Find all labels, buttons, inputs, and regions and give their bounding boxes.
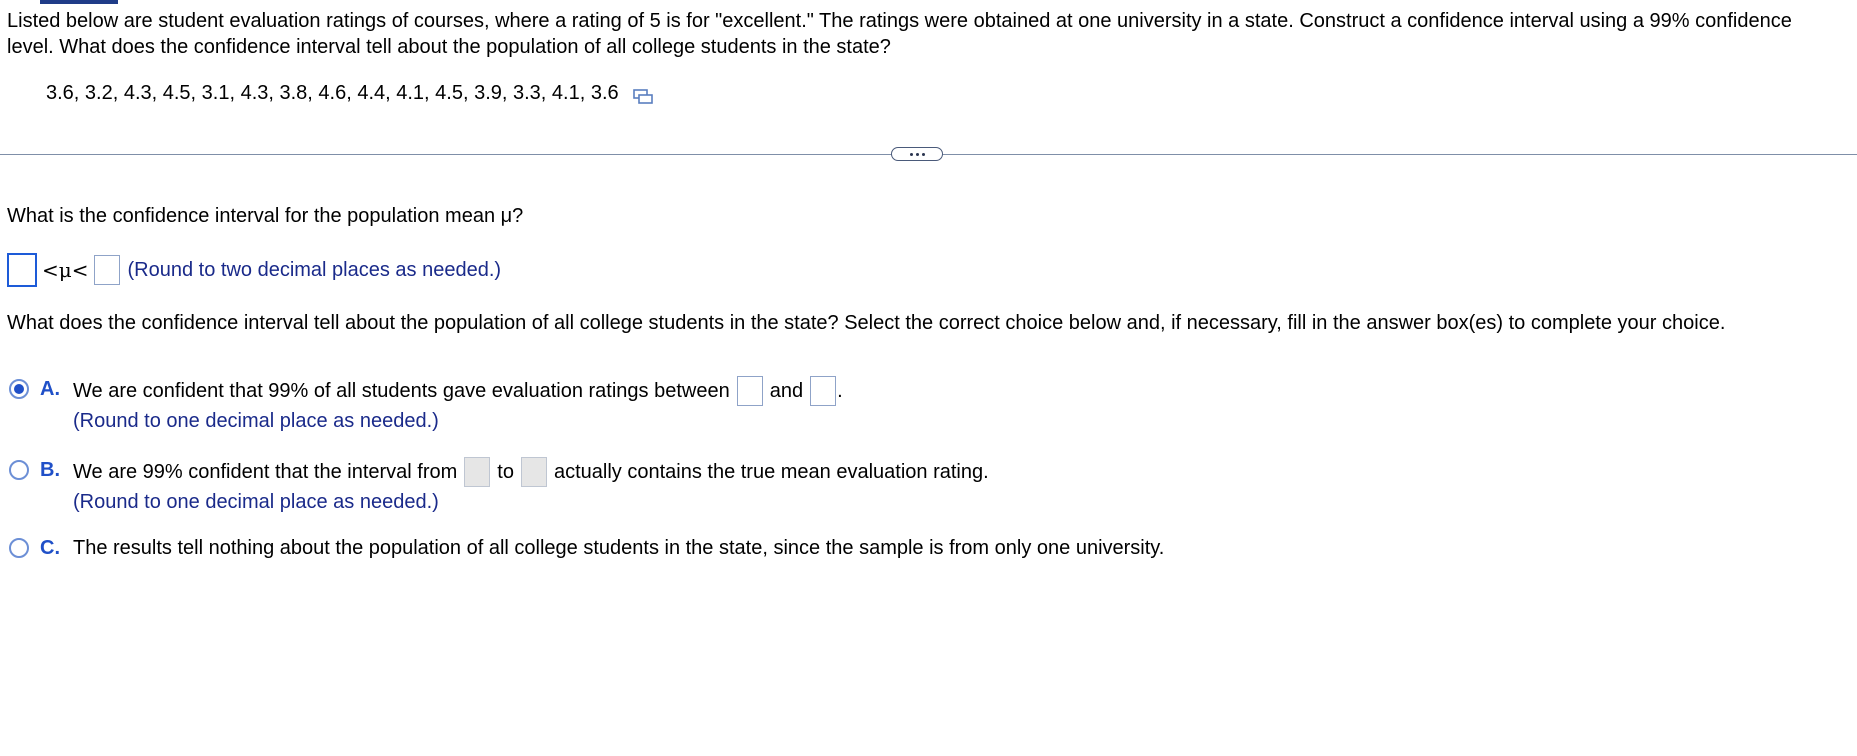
upper-bound-input[interactable]: [94, 255, 120, 285]
choice-b[interactable]: [9, 457, 989, 515]
dot: [910, 153, 913, 156]
choice-a-radio[interactable]: [9, 379, 29, 399]
problem-statement: Listed below are student evaluation ratings of courses, where a rating of 5 is for "excellent." The ratings were obtained at one university in a state. Construct a confidence interval using a 99% confidence level. What does the confidence interval tell about the population of all college students in the state?: [7, 10, 1792, 58]
choice-a-letter: A.: [40, 378, 60, 400]
header-accent-bar: [40, 0, 118, 4]
choice-b-note: (Round to one decimal place as needed.): [73, 491, 439, 513]
data-values: 3.6, 3.2, 4.3, 4.5, 3.1, 4.3, 3.8, 4.6, 4.4, 4.1, 4.5, 3.9, 3.3, 4.1, 3.6: [46, 82, 619, 104]
choice-b-text-mid: to: [497, 461, 514, 483]
choice-b-radio[interactable]: [9, 460, 29, 480]
choice-b-letter: B.: [40, 459, 60, 481]
choice-b-input-1[interactable]: [464, 457, 490, 487]
choice-a-input-2[interactable]: [810, 376, 836, 406]
copy-data-icon[interactable]: [633, 85, 653, 101]
more-options-icon[interactable]: [891, 147, 943, 161]
choice-a-text-mid: and: [769, 380, 804, 402]
choice-a-note: (Round to one decimal place as needed.): [73, 410, 439, 432]
choice-b-text-before: We are 99% confident that the interval from: [73, 461, 458, 483]
choice-b-text-after: actually contains the true mean evaluation rating.: [553, 461, 989, 483]
choice-a[interactable]: [9, 376, 843, 434]
lower-bound-input[interactable]: [7, 253, 37, 287]
choice-a-text-after: .: [837, 380, 843, 402]
choice-c[interactable]: [9, 535, 1164, 561]
choice-a-text-before: We are confident that 99% of all students gave evaluation ratings between: [73, 380, 730, 402]
data-values-row: [46, 80, 653, 106]
choice-c-letter: C.: [40, 537, 60, 559]
choice-c-radio[interactable]: [9, 538, 29, 558]
round-note: (Round to two decimal places as needed.): [127, 258, 502, 281]
mu-inequality: <μ<: [42, 258, 89, 282]
dot: [916, 153, 919, 156]
confidence-interval-answer-row: [7, 253, 501, 287]
question-confidence-interval: What is the confidence interval for the population mean μ?: [7, 205, 524, 227]
choice-a-input-1[interactable]: [737, 376, 763, 406]
choice-c-text: The results tell nothing about the population of all college students in the state, since the sample is from only one university.: [73, 537, 1165, 559]
dot: [922, 153, 925, 156]
choice-b-input-2[interactable]: [521, 457, 547, 487]
question-interpretation: What does the confidence interval tell about the population of all college students in the state? Select the correct choice below and, if necessary, fill in the answer box(es) to complete your choice.: [7, 312, 1726, 334]
